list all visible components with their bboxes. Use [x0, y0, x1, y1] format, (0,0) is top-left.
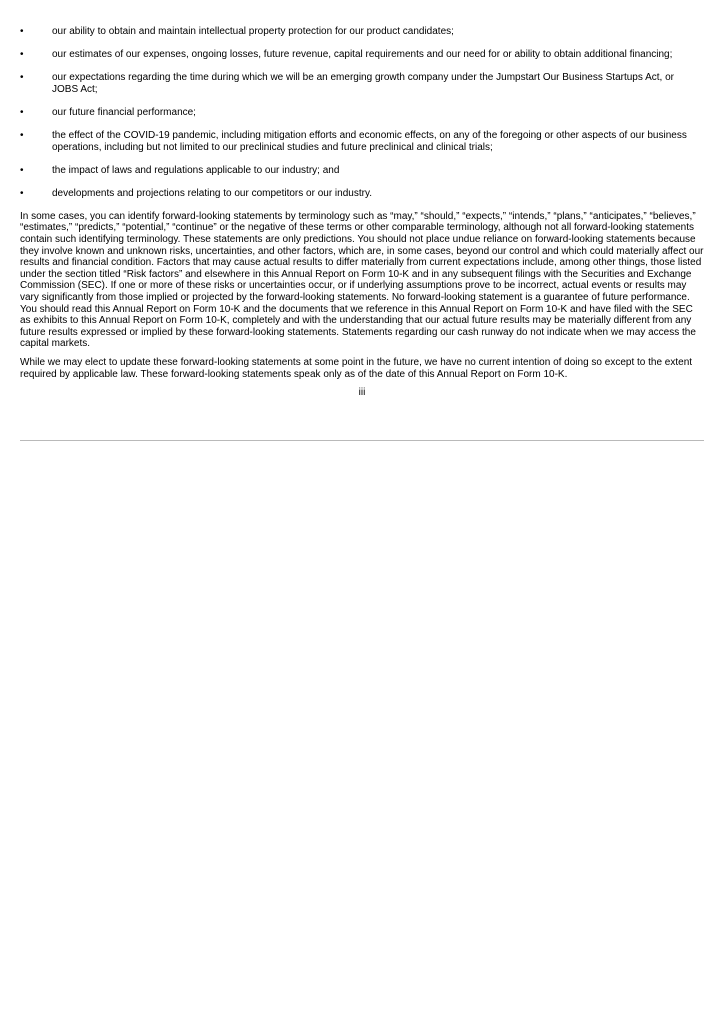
list-item [20, 49, 704, 61]
bullet-icon: • [20, 106, 24, 118]
bullet-text: the impact of laws and regulations applicable to our industry; and [52, 164, 340, 176]
bullet-icon: • [20, 129, 24, 141]
bullet-text: developments and projections relating to our competitors or our industry. [52, 187, 372, 199]
bullet-icon: • [20, 187, 24, 199]
list-item [20, 72, 704, 95]
bullet-text: our estimates of our expenses, ongoing losses, future revenue, capital requirements and our need for or ability to obtain additional financing; [52, 49, 673, 61]
bullet-icon: • [20, 49, 24, 61]
list-item [20, 107, 704, 119]
update-disclaimer-paragraph: While we may elect to update these forward-looking statements at some point in the future, we have no current intention of doing so except to the extent required by applicable law. These forward-looking statements speak only as of the date of this Annual Report on Form 10-K. [20, 356, 693, 380]
bullet-text: our ability to obtain and maintain intellectual property protection for our product candidates; [52, 26, 454, 37]
bullet-icon: • [20, 26, 24, 37]
bullet-text: the effect of the COVID-19 pandemic, including mitigation efforts and economic effects, on any of the foregoing or other aspects of our business operations, including but not limited to our preclinical studies and future preclinical and clinical trials; [52, 129, 687, 153]
bullet-icon: • [20, 72, 24, 84]
page-number: iii [358, 387, 366, 399]
list-item [20, 130, 704, 153]
bullet-text: our expectations regarding the time during which we will be an emerging growth company under the Jumpstart Our Business Startups Act, or JOBS Act; [52, 72, 674, 95]
forward-looking-bullet-list [20, 26, 704, 199]
forward-looking-terminology-paragraph: In some cases, you can identify forward-looking statements by terminology such as “may,” “should,” “expects,” “intends,” “plans,” “anticipates,” “believes,” “estimates,” “predicts,” “potential,” “continue” or the negative of these terms or other comparable terminology, although not all forward-looking statements contain such identifying terminology. These statements are only predictions. You should not place undue reliance on forward-looking statements because they involve known and unknown risks, uncertainties, and other factors, which are, in some cases, beyond our control and which could materially affect our results and financial condition. Factors that may cause actual results to differ materially from current expectations include, among other things, those listed under the section titled “Risk factors” and elsewhere in this Annual Report on Form 10-K and in any subsequent filings with the Securities and Exchange Commission (SEC). If one or more of these risks or uncertainties occur, or if underlying assumptions prove to be incorrect, actual events or results may vary significantly from those implied or projected by the forward-looking statements. No forward-looking statement is a guarantee of future performance. You should read this Annual Report on Form 10-K and the documents that we reference in this Annual Report on Form 10-K and have filed with the SEC as exhibits to this Annual Report on Form 10-K, completely and with the understanding that our actual future results may be materially different from any future results expressed or implied by these forward-looking statements. Statements regarding our cash runway do not indicate when we may access the capital markets. [20, 210, 704, 350]
page-divider [20, 440, 704, 441]
list-item [20, 26, 704, 38]
document-page [20, 26, 704, 399]
list-item [20, 188, 704, 200]
bullet-icon: • [20, 164, 24, 176]
bullet-text: our future financial performance; [52, 106, 196, 118]
list-item [20, 165, 704, 177]
